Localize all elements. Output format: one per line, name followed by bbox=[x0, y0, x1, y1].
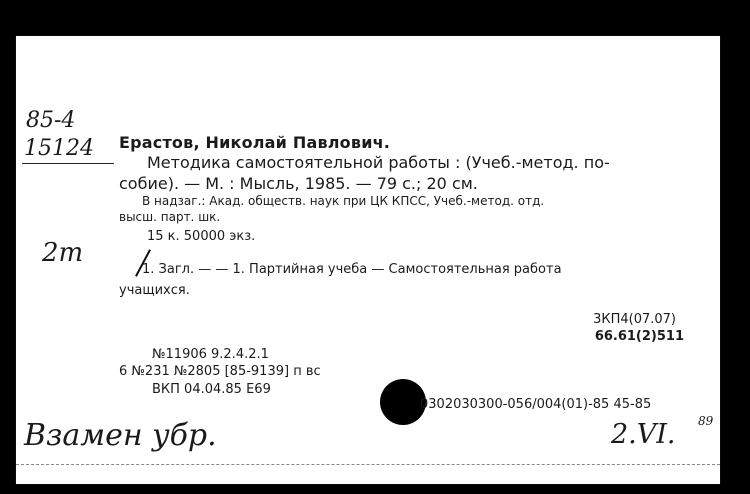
classification-index-2: 66.61(2)511 bbox=[594, 329, 684, 344]
catalog-card bbox=[16, 36, 720, 484]
service-line-2: 6 №231 №2805 [85-9139] п вс bbox=[119, 364, 321, 379]
price-and-print-run: 15 к. 50000 экз. bbox=[147, 229, 256, 244]
handwritten-mark: 2т bbox=[42, 238, 84, 268]
title-line-2: собие). — М. : Мысль, 1985. — 79 с.; 20 см. bbox=[119, 174, 478, 193]
call-number-bottom: 15124 bbox=[24, 136, 94, 161]
bottom-dashed-rule bbox=[16, 464, 720, 465]
call-number-divider bbox=[22, 163, 114, 164]
isbn-code-line: 0302030300-056/004(01)-85 45-85 bbox=[420, 397, 652, 412]
note-line-1: В надзаг.: Акад. обществ. наук при ЦК КПСС, Учеб.-метод. отд. bbox=[142, 194, 545, 208]
service-line-1: №11906 9.2.4.2.1 bbox=[152, 347, 269, 362]
author-heading: Ерастов, Николай Павлович. bbox=[119, 133, 391, 152]
handwritten-date-superscript: 89 bbox=[698, 414, 714, 428]
tracings-line-2: учащихся. bbox=[119, 283, 190, 298]
tracings-line-1: 1. Загл. — — 1. Партийная учеба — Самостоятельная работа bbox=[142, 262, 562, 277]
service-line-3: ВКП 04.04.85 Е69 bbox=[152, 382, 271, 397]
call-number-top: 85-4 bbox=[26, 108, 76, 133]
title-line-1: Методика самостоятельной работы : (Учеб.-метод. по- bbox=[147, 153, 610, 172]
note-line-2: высш. парт. шк. bbox=[119, 210, 221, 224]
handwritten-date-right: 2.VI. bbox=[611, 419, 676, 450]
handwritten-note-left: Взамен убр. bbox=[24, 418, 217, 453]
classification-index-1: 3КП4(07.07) bbox=[593, 312, 676, 327]
